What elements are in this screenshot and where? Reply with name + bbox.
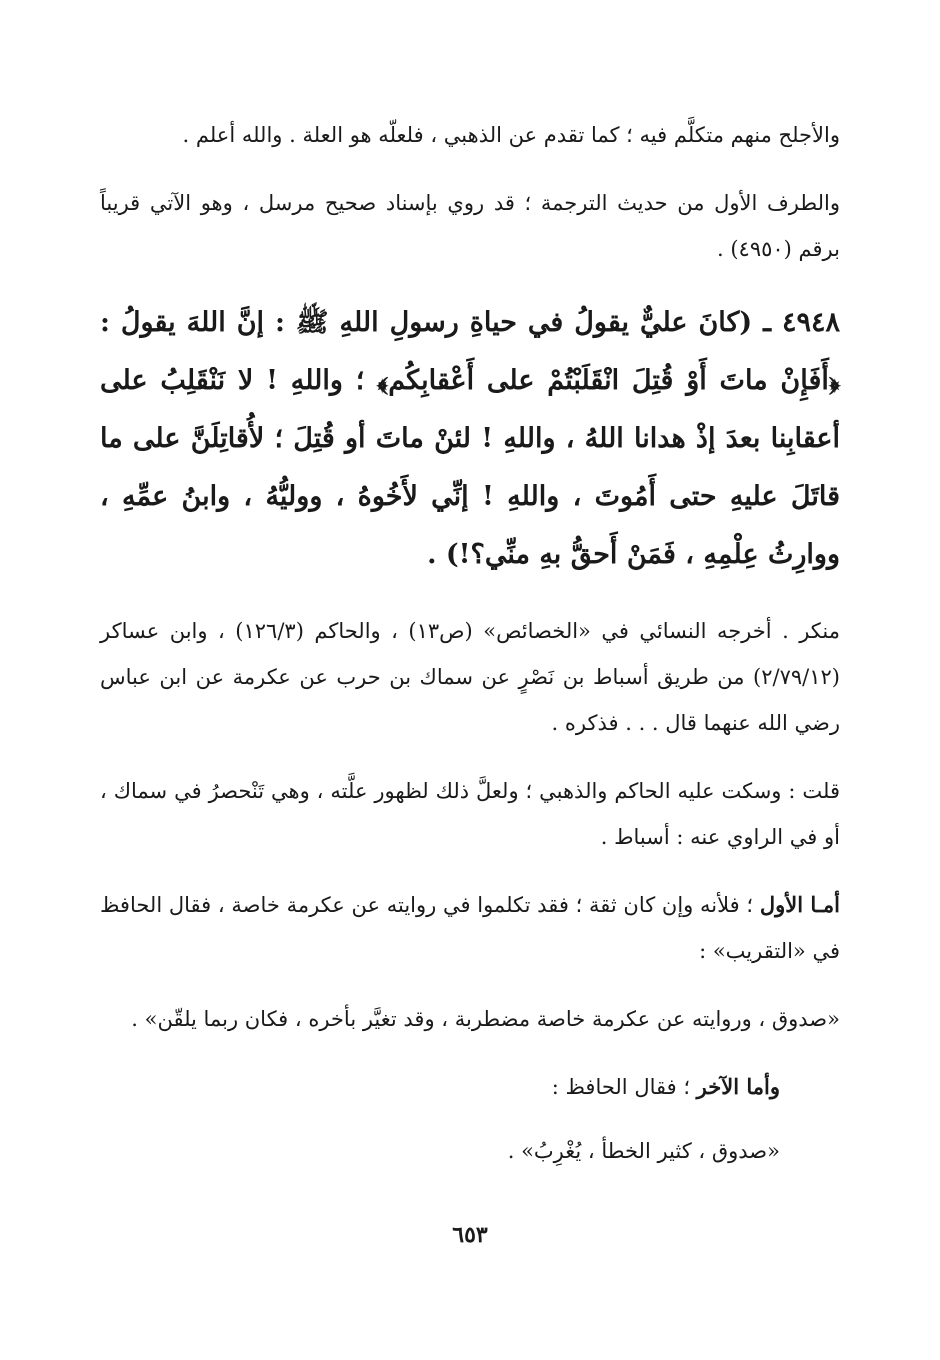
paragraph-final-quote: «صدوق ، كثير الخطأ ، يُغْرِبُ» . (507, 1139, 780, 1163)
paragraph-first-narrator (100, 882, 840, 974)
paragraph-second-narrator (100, 1064, 840, 1110)
paragraph-note: والطرف الأول من حديث الترجمة ؛ قد روي بإسناد صحيح مرسل ، وهو الآتي قريباً برقم (٤٩٥٠) . (100, 191, 840, 261)
paragraph-taqrib-quote: «صدوق ، وروايته عن عكرمة خاصة مضطربة ، وقد تغيَّر بأخره ، فكان ربما يلقّن» . (131, 1007, 840, 1031)
first-narrator-heading: أمـا الأول (759, 892, 841, 917)
paragraph-intro: والأجلح منهم متكلَّم فيه ؛ كما تقدم عن الذهبي ، فلعلّه هو العلة . والله أعلم . (182, 123, 840, 147)
hadith-text: ٤٩٤٨ ـ (كانَ عليٌّ يقولُ في حياةِ رسولِ اللهِ ﷺ : إنَّ اللهَ يقولُ : ﴿أَفَإِنْ ماتَ أَوْ قُتِلَ انْقَلَبْتُمْ على أَعْقابِكُم﴾ ؛ واللهِ ! لا نَنْقَلِبُ على أعقابِنا بعدَ إذْ هدانا اللهُ ، واللهِ ! لئنْ ماتَ أو قُتِلَ ؛ لأُقاتِلَنَّ على ما قاتَلَ عليهِ حتى أَمُوتَ ، واللهِ ! إنِّي لأَخُوهُ ، ووليُّهُ ، وابنُ عمِّهِ ، ووارِثُ عِلْمِهِ ، فَمَنْ أَحقُّ بهِ منِّي؟!) . (100, 307, 840, 570)
page-number: ٦٥٣ (452, 1222, 488, 1248)
paragraph-takhrij: منكر . أخرجه النسائي في «الخصائص» (ص١٣) ، والحاكم (١٢٦/٣) ، وابن عساكر (٢/٧٩/١٢) من طريق أسباط بن نَصْرٍ عن سماك بن حرب عن عكرمة عن ابن عباس رضي الله عنهما قال . . . فذكره . (100, 619, 840, 735)
second-narrator-heading: وأما الآخر (696, 1074, 780, 1099)
paragraph-comment: قلت : وسكت عليه الحاكم والذهبي ؛ ولعلَّ ذلك لظهور علَّته ، وهي تَنْحصرُ في سماك ، أو في الراوي عنه : أسباط . (100, 779, 840, 849)
second-narrator-text: ؛ فقال الحافظ : (551, 1075, 697, 1099)
page-body (100, 112, 840, 1192)
first-narrator-text: ؛ فلأنه وإن كان ثقة ؛ فقد تكلموا في روايته عن عكرمة خاصة ، فقال الحافظ في «التقريب» : (100, 893, 840, 963)
